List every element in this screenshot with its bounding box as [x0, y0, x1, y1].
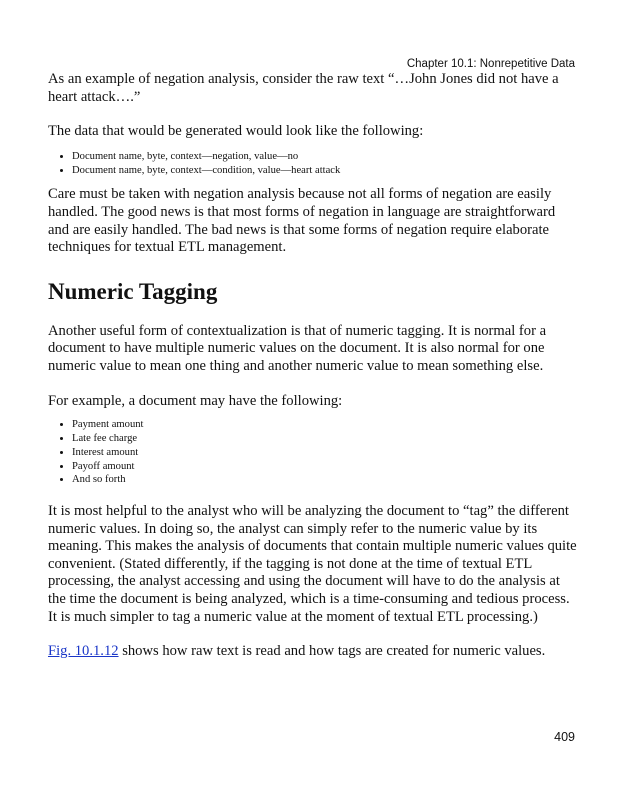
paragraph-figure-reference: [48, 643, 578, 661]
paragraph-tagging-benefit: It is most helpful to the analyst who will be analyzing the document to “tag” the different numeric values. In doing so, the analyst can simply refer to the numeric value by its meaning. This makes the analysis of documents that contain multiple numeric values quite convenient. (Stated differently, if the tagging is not done at the time of textual ETL processing, the analyst accessing and using the document will have to do the analysis at the time the document is being analyzed, which is a time-consuming and tedious process. It is much simpler to tag a numeric value at the moment of textual ETL processing.): [48, 503, 577, 625]
running-head: Chapter 10.1: Nonrepetitive Data: [406, 58, 575, 70]
list-item: • Interest amount: [72, 446, 578, 460]
section-heading-numeric-tagging: Numeric Tagging: [48, 278, 218, 304]
list-item: • Payoff amount: [72, 460, 578, 474]
list-item: • Document name, byte, context—negation, value—no: [72, 150, 578, 164]
figure-reference-text: shows how raw text is read and how tags are created for numeric values.: [118, 643, 546, 660]
page-body: [48, 71, 578, 661]
negation-output-list: [48, 150, 578, 178]
page-number: 409: [554, 730, 575, 744]
paragraph-generated-data-intro: The data that would be generated would look like the following:: [48, 123, 424, 140]
figure-link[interactable]: Fig. 10.1.12: [48, 643, 119, 660]
numeric-values-list: [48, 418, 578, 487]
paragraph-example-intro: For example, a document may have the following:: [48, 392, 343, 409]
list-item: • Late fee charge: [72, 432, 578, 446]
list-item: • Payment amount: [72, 418, 578, 432]
list-item: • Document name, byte, context—condition, value—heart attack: [72, 164, 578, 178]
paragraph-negation-example: As an example of negation analysis, consider the raw text “…John Jones did not have a heart attack….”: [48, 71, 559, 105]
list-item: • And so forth: [72, 473, 578, 487]
paragraph-numeric-tagging-intro: Another useful form of contextualization is that of numeric tagging. It is normal for a document to have multiple numeric values on the document. It is also normal for one numeric value to mean one thing and another numeric value to mean something else.: [48, 322, 547, 374]
paragraph-negation-caution: Care must be taken with negation analysis because not all forms of negation are easily handled. The good news is that most forms of negation in language are straightforward and are easily handled. The bad news is that some forms of negation require elaborate techniques for textual ETL management.: [48, 186, 556, 256]
